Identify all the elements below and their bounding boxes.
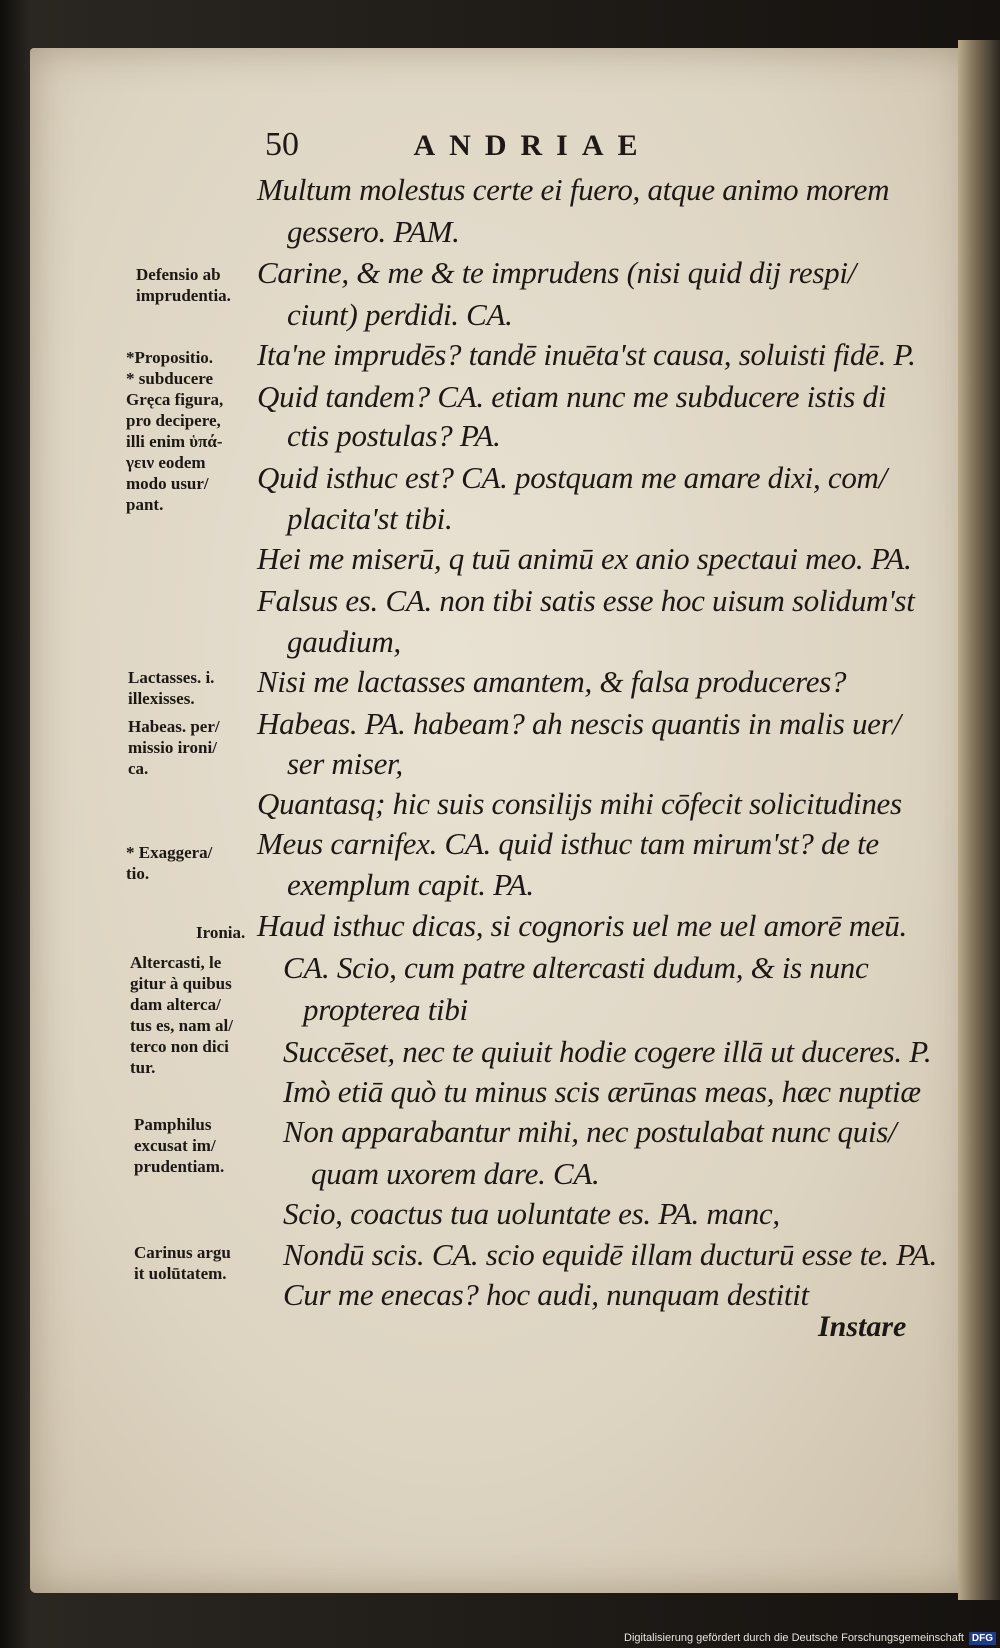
marginal-note: Carinus argu it uolūtatem. — [134, 1243, 231, 1283]
marginal-note: Habeas. per/ missio ironi/ ca. — [128, 717, 220, 778]
text-line: Ita'ne imprudēs? tandē inuēta'st causa, soluisti fidē. P. — [257, 337, 916, 372]
marginal-note: * Exaggera/ tio. — [126, 843, 213, 883]
text-line: placita'st tibi. — [287, 501, 453, 536]
text-line: Imò etiā quò tu minus scis ærūnas meas, hæc nuptiæ — [283, 1074, 921, 1109]
text-line: Quantasq; hic suis consilijs mihi cōfecit solicitudines — [257, 786, 902, 821]
page-header — [265, 126, 652, 164]
text-line: Cur me enecas? hoc audi, nunquam destitit — [283, 1277, 809, 1312]
text-line: Haud isthuc dicas, si cognoris uel me uel amorē meū. — [257, 908, 907, 943]
text-line: Quid tandem? CA. etiam nunc me subducere istis di — [257, 379, 887, 414]
digitization-credit: Digitalisierung gefördert durch die Deutsche Forschungsgemeinschaft — [624, 1632, 964, 1644]
text-line: Scio, coactus tua uoluntate es. PA. manc, — [283, 1196, 780, 1231]
text-line: quam uxorem dare. CA. — [311, 1156, 600, 1191]
text-line: ctis postulas? PA. — [287, 418, 501, 453]
running-head: ANDRIAE — [413, 129, 652, 162]
text-line: Hei me miserū, q tuū animū ex anio spectaui meo. PA. — [257, 541, 912, 576]
book-edge — [958, 40, 1000, 1600]
marginal-note: Pamphilus excusat im/ prudentiam. — [134, 1115, 225, 1176]
text-line: Falsus es. CA. non tibi satis esse hoc uisum solidum'st — [257, 583, 915, 618]
text-line: Nondū scis. CA. scio equidē illam ducturū esse te. PA. — [283, 1237, 937, 1272]
text-line: gaudium, — [287, 624, 401, 659]
text-line: gessero. PAM. — [287, 214, 460, 249]
text-line: Multum molestus certe ei fuero, atque animo morem — [257, 172, 890, 207]
text-line: Meus carnifex. CA. quid isthuc tam mirum'st? de te — [257, 826, 879, 861]
text-line: Non apparabantur mihi, nec postulabat nunc quis/ — [283, 1114, 897, 1149]
text-line: Succēset, nec te quiuit hodie cogere illā ut duceres. P. — [283, 1034, 932, 1069]
marginal-note: Lactasses. i. illexisses. — [128, 668, 215, 708]
text-line: Habeas. PA. habeam? ah nescis quantis in malis uer/ — [257, 706, 901, 741]
marginal-note: Ironia. — [196, 923, 246, 942]
page-number: 50 — [265, 126, 299, 163]
text-line: exemplum capit. PA. — [287, 867, 534, 902]
text-line: Quid isthuc est? CA. postquam me amare dixi, com/ — [257, 460, 887, 495]
text-line: CA. Scio, cum patre altercasti dudum, & is nunc — [283, 950, 869, 985]
text-line: Carine, & me & te imprudens (nisi quid dij respi/ — [257, 255, 856, 290]
marginal-note: Altercasti, le gitur à quibus dam alterca/ tus es, nam al/ terco non dici tur. — [130, 953, 233, 1077]
text-line: propterea tibi — [303, 992, 468, 1027]
text-line: ser miser, — [287, 746, 403, 781]
marginal-note: *Propositio. * subducere Gręca figura, pro decipere, illi enim ὑπά- γειν eodem modo usur/ pant. — [126, 348, 224, 514]
catchword: Instare — [818, 1310, 907, 1343]
text-line: ciunt) perdidi. CA. — [287, 297, 513, 332]
marginal-note: Defensio ab imprudentia. — [136, 265, 231, 305]
text-line: Nisi me lactasses amantem, & falsa produceres? — [257, 664, 847, 699]
dfg-logo: DFG — [969, 1632, 996, 1645]
